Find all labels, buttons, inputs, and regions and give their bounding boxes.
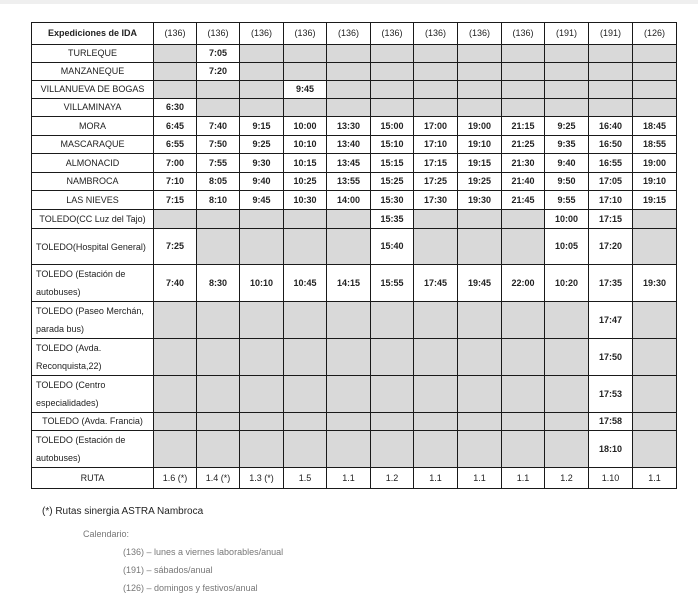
time-cell: 6:55: [154, 136, 197, 154]
empty-cell: [284, 63, 327, 81]
empty-cell: [458, 45, 502, 63]
table-title: Expediciones de IDA: [32, 23, 154, 45]
empty-cell: [458, 63, 502, 81]
time-cell: 9:50: [545, 173, 589, 191]
line-header: (136): [458, 23, 502, 45]
empty-cell: [284, 413, 327, 431]
ruta-value: 1.2: [371, 468, 414, 489]
stop-row: [32, 45, 677, 63]
empty-cell: [458, 376, 502, 413]
time-cell: 8:05: [197, 173, 240, 191]
empty-cell: [414, 431, 458, 468]
empty-cell: [240, 376, 284, 413]
empty-cell: [284, 45, 327, 63]
time-cell: 14:15: [327, 265, 371, 302]
time-cell: 9:30: [240, 154, 284, 173]
empty-cell: [154, 339, 197, 376]
empty-cell: [502, 210, 545, 229]
empty-cell: [458, 99, 502, 117]
time-cell: 10:20: [545, 265, 589, 302]
time-cell: 19:10: [458, 136, 502, 154]
time-cell: 10:30: [284, 191, 327, 210]
empty-cell: [327, 431, 371, 468]
time-cell: 19:15: [458, 154, 502, 173]
empty-cell: [502, 302, 545, 339]
empty-cell: [633, 302, 677, 339]
time-cell: 17:20: [589, 229, 633, 265]
empty-cell: [633, 339, 677, 376]
empty-cell: [633, 431, 677, 468]
time-cell: 19:00: [633, 154, 677, 173]
line-header: (136): [240, 23, 284, 45]
empty-cell: [633, 413, 677, 431]
empty-cell: [197, 413, 240, 431]
empty-cell: [414, 339, 458, 376]
time-cell: 7:15: [154, 191, 197, 210]
line-header: (136): [414, 23, 458, 45]
time-cell: 10:25: [284, 173, 327, 191]
time-cell: 9:55: [545, 191, 589, 210]
empty-cell: [371, 376, 414, 413]
time-cell: 6:45: [154, 117, 197, 136]
time-cell: 6:30: [154, 99, 197, 117]
empty-cell: [240, 210, 284, 229]
empty-cell: [371, 45, 414, 63]
empty-cell: [458, 210, 502, 229]
empty-cell: [414, 413, 458, 431]
time-cell: 15:40: [371, 229, 414, 265]
time-cell: 15:25: [371, 173, 414, 191]
empty-cell: [284, 302, 327, 339]
empty-cell: [545, 45, 589, 63]
time-cell: 16:55: [589, 154, 633, 173]
stop-name: TOLEDO(Hospital General): [32, 229, 154, 265]
empty-cell: [545, 99, 589, 117]
stop-row: [32, 136, 677, 154]
time-cell: 21:45: [502, 191, 545, 210]
time-cell: 9:25: [240, 136, 284, 154]
time-cell: 15:00: [371, 117, 414, 136]
stop-row: [32, 154, 677, 173]
empty-cell: [414, 302, 458, 339]
empty-cell: [414, 81, 458, 99]
time-cell: 17:35: [589, 265, 633, 302]
time-cell: 13:40: [327, 136, 371, 154]
time-cell: 17:15: [414, 154, 458, 173]
time-cell: 21:25: [502, 136, 545, 154]
empty-cell: [197, 302, 240, 339]
empty-cell: [458, 229, 502, 265]
time-cell: 15:30: [371, 191, 414, 210]
calendar-item-191: (191) – sábados/anual: [123, 565, 213, 575]
empty-cell: [502, 339, 545, 376]
stop-name: NAMBROCA: [32, 173, 154, 191]
stop-name: TURLEQUE: [32, 45, 154, 63]
empty-cell: [633, 376, 677, 413]
empty-cell: [327, 376, 371, 413]
time-cell: 17:58: [589, 413, 633, 431]
empty-cell: [197, 210, 240, 229]
ruta-value: 1.5: [284, 468, 327, 489]
empty-cell: [502, 229, 545, 265]
time-cell: 10:15: [284, 154, 327, 173]
time-cell: 21:15: [502, 117, 545, 136]
time-cell: 13:55: [327, 173, 371, 191]
line-header: (191): [545, 23, 589, 45]
empty-cell: [240, 63, 284, 81]
time-cell: 17:00: [414, 117, 458, 136]
empty-cell: [197, 376, 240, 413]
stop-row: [32, 265, 677, 302]
time-cell: 17:15: [589, 210, 633, 229]
empty-cell: [414, 229, 458, 265]
line-header: (136): [371, 23, 414, 45]
time-cell: 17:05: [589, 173, 633, 191]
time-cell: 15:55: [371, 265, 414, 302]
empty-cell: [633, 63, 677, 81]
time-cell: 10:45: [284, 265, 327, 302]
ruta-label: RUTA: [32, 468, 154, 489]
time-cell: 7:40: [197, 117, 240, 136]
ruta-value: 1.3 (*): [240, 468, 284, 489]
time-cell: 16:50: [589, 136, 633, 154]
time-cell: 19:00: [458, 117, 502, 136]
ruta-value: 1.1: [633, 468, 677, 489]
stop-name: TOLEDO (Centro especialidades): [32, 376, 154, 413]
empty-cell: [197, 99, 240, 117]
empty-cell: [327, 229, 371, 265]
time-cell: 7:40: [154, 265, 197, 302]
stop-row: [32, 81, 677, 99]
stop-row: [32, 339, 677, 376]
footnote-sinergia: (*) Rutas sinergia ASTRA Nambroca: [42, 506, 204, 517]
time-cell: 14:00: [327, 191, 371, 210]
time-cell: 19:25: [458, 173, 502, 191]
time-cell: 15:10: [371, 136, 414, 154]
header-row: [32, 23, 677, 45]
empty-cell: [545, 413, 589, 431]
stop-row: [32, 431, 677, 468]
stop-row: [32, 413, 677, 431]
stop-name: ALMONACID: [32, 154, 154, 173]
empty-cell: [154, 81, 197, 99]
empty-cell: [633, 99, 677, 117]
empty-cell: [284, 99, 327, 117]
empty-cell: [545, 63, 589, 81]
empty-cell: [197, 81, 240, 99]
line-header: (136): [327, 23, 371, 45]
empty-cell: [327, 99, 371, 117]
empty-cell: [284, 431, 327, 468]
empty-cell: [197, 229, 240, 265]
empty-cell: [240, 81, 284, 99]
time-cell: 9:15: [240, 117, 284, 136]
stop-name: VILLAMINAYA: [32, 99, 154, 117]
empty-cell: [327, 413, 371, 431]
stop-name: VILLANUEVA DE BOGAS: [32, 81, 154, 99]
empty-cell: [327, 81, 371, 99]
time-cell: 10:10: [284, 136, 327, 154]
time-cell: 7:55: [197, 154, 240, 173]
empty-cell: [545, 302, 589, 339]
time-cell: 15:35: [371, 210, 414, 229]
ruta-value: 1.2: [545, 468, 589, 489]
empty-cell: [371, 63, 414, 81]
empty-cell: [589, 63, 633, 81]
empty-cell: [633, 81, 677, 99]
time-cell: 21:40: [502, 173, 545, 191]
stop-row: [32, 63, 677, 81]
ruta-value: 1.1: [327, 468, 371, 489]
time-cell: 17:10: [589, 191, 633, 210]
time-cell: 7:25: [154, 229, 197, 265]
time-cell: 10:00: [284, 117, 327, 136]
empty-cell: [327, 210, 371, 229]
empty-cell: [502, 376, 545, 413]
empty-cell: [502, 413, 545, 431]
time-cell: 16:40: [589, 117, 633, 136]
time-cell: 15:15: [371, 154, 414, 173]
line-header: (191): [589, 23, 633, 45]
empty-cell: [502, 45, 545, 63]
empty-cell: [545, 376, 589, 413]
time-cell: 10:10: [240, 265, 284, 302]
time-cell: 17:30: [414, 191, 458, 210]
empty-cell: [327, 339, 371, 376]
line-header: (136): [284, 23, 327, 45]
time-cell: 17:47: [589, 302, 633, 339]
stop-name: TOLEDO (Estación de autobuses): [32, 431, 154, 468]
empty-cell: [284, 229, 327, 265]
time-cell: 10:05: [545, 229, 589, 265]
empty-cell: [589, 99, 633, 117]
empty-cell: [240, 431, 284, 468]
stop-name: TOLEDO (Estación de autobuses): [32, 265, 154, 302]
time-cell: 7:20: [197, 63, 240, 81]
empty-cell: [414, 45, 458, 63]
time-cell: 19:45: [458, 265, 502, 302]
empty-cell: [371, 302, 414, 339]
stop-row: [32, 173, 677, 191]
empty-cell: [545, 339, 589, 376]
line-header: (136): [197, 23, 240, 45]
empty-cell: [240, 339, 284, 376]
empty-cell: [154, 302, 197, 339]
empty-cell: [154, 431, 197, 468]
time-cell: 19:10: [633, 173, 677, 191]
stop-row: [32, 210, 677, 229]
stop-row: [32, 229, 677, 265]
time-cell: 18:10: [589, 431, 633, 468]
empty-cell: [633, 229, 677, 265]
stop-name: MANZANEQUE: [32, 63, 154, 81]
empty-cell: [284, 376, 327, 413]
timetable: [31, 22, 677, 489]
time-cell: 18:55: [633, 136, 677, 154]
empty-cell: [371, 99, 414, 117]
empty-cell: [458, 413, 502, 431]
time-cell: 17:10: [414, 136, 458, 154]
ruta-value: 1.1: [414, 468, 458, 489]
empty-cell: [414, 376, 458, 413]
stop-row: [32, 302, 677, 339]
empty-cell: [154, 376, 197, 413]
empty-cell: [240, 413, 284, 431]
stop-name: TOLEDO(CC Luz del Tajo): [32, 210, 154, 229]
ruta-value: 1.1: [502, 468, 545, 489]
time-cell: 19:30: [458, 191, 502, 210]
time-cell: 17:25: [414, 173, 458, 191]
time-cell: 9:40: [240, 173, 284, 191]
empty-cell: [240, 45, 284, 63]
empty-cell: [502, 431, 545, 468]
top-divider: [0, 0, 698, 4]
empty-cell: [327, 302, 371, 339]
time-cell: 13:30: [327, 117, 371, 136]
empty-cell: [327, 45, 371, 63]
calendar-item-126: (126) – domingos y festivos/anual: [123, 583, 258, 593]
empty-cell: [633, 210, 677, 229]
empty-cell: [458, 431, 502, 468]
stop-name: TOLEDO (Avda. Reconquista,22): [32, 339, 154, 376]
time-cell: 9:45: [240, 191, 284, 210]
line-header: (136): [502, 23, 545, 45]
ruta-value: 1.4 (*): [197, 468, 240, 489]
stop-name: MORA: [32, 117, 154, 136]
empty-cell: [589, 45, 633, 63]
time-cell: 17:53: [589, 376, 633, 413]
time-cell: 17:50: [589, 339, 633, 376]
time-cell: 7:05: [197, 45, 240, 63]
empty-cell: [240, 229, 284, 265]
time-cell: 13:45: [327, 154, 371, 173]
time-cell: 9:25: [545, 117, 589, 136]
empty-cell: [197, 431, 240, 468]
stop-name: MASCARAQUE: [32, 136, 154, 154]
time-cell: 9:35: [545, 136, 589, 154]
ruta-value: 1.6 (*): [154, 468, 197, 489]
stop-name: TOLEDO (Avda. Francia): [32, 413, 154, 431]
empty-cell: [545, 431, 589, 468]
time-cell: 7:00: [154, 154, 197, 173]
ruta-value: 1.10: [589, 468, 633, 489]
empty-cell: [371, 431, 414, 468]
calendar-item-136: (136) – lunes a viernes laborables/anual: [123, 547, 284, 557]
empty-cell: [284, 339, 327, 376]
empty-cell: [240, 302, 284, 339]
empty-cell: [154, 210, 197, 229]
empty-cell: [502, 63, 545, 81]
empty-cell: [327, 63, 371, 81]
line-header: (126): [633, 23, 677, 45]
empty-cell: [371, 81, 414, 99]
time-cell: 8:30: [197, 265, 240, 302]
empty-cell: [589, 81, 633, 99]
empty-cell: [240, 99, 284, 117]
line-header: (136): [154, 23, 197, 45]
empty-cell: [414, 63, 458, 81]
empty-cell: [197, 339, 240, 376]
calendar-title: Calendario:: [83, 529, 130, 539]
ruta-row: [32, 468, 677, 489]
time-cell: 19:15: [633, 191, 677, 210]
time-cell: 8:10: [197, 191, 240, 210]
empty-cell: [154, 45, 197, 63]
stop-row: [32, 99, 677, 117]
ruta-value: 1.1: [458, 468, 502, 489]
empty-cell: [458, 302, 502, 339]
time-cell: 9:40: [545, 154, 589, 173]
empty-cell: [284, 210, 327, 229]
empty-cell: [414, 210, 458, 229]
stop-name: TOLEDO (Paseo Merchán, parada bus): [32, 302, 154, 339]
time-cell: 22:00: [502, 265, 545, 302]
empty-cell: [154, 413, 197, 431]
stop-row: [32, 117, 677, 136]
time-cell: 19:30: [633, 265, 677, 302]
empty-cell: [414, 99, 458, 117]
time-cell: 10:00: [545, 210, 589, 229]
time-cell: 18:45: [633, 117, 677, 136]
empty-cell: [545, 81, 589, 99]
stop-row: [32, 191, 677, 210]
time-cell: 7:50: [197, 136, 240, 154]
empty-cell: [154, 63, 197, 81]
stop-row: [32, 376, 677, 413]
empty-cell: [633, 45, 677, 63]
empty-cell: [458, 339, 502, 376]
stop-name: LAS NIEVES: [32, 191, 154, 210]
empty-cell: [371, 413, 414, 431]
empty-cell: [502, 81, 545, 99]
time-cell: 9:45: [284, 81, 327, 99]
time-cell: 21:30: [502, 154, 545, 173]
time-cell: 17:45: [414, 265, 458, 302]
empty-cell: [458, 81, 502, 99]
empty-cell: [502, 99, 545, 117]
empty-cell: [371, 339, 414, 376]
time-cell: 7:10: [154, 173, 197, 191]
